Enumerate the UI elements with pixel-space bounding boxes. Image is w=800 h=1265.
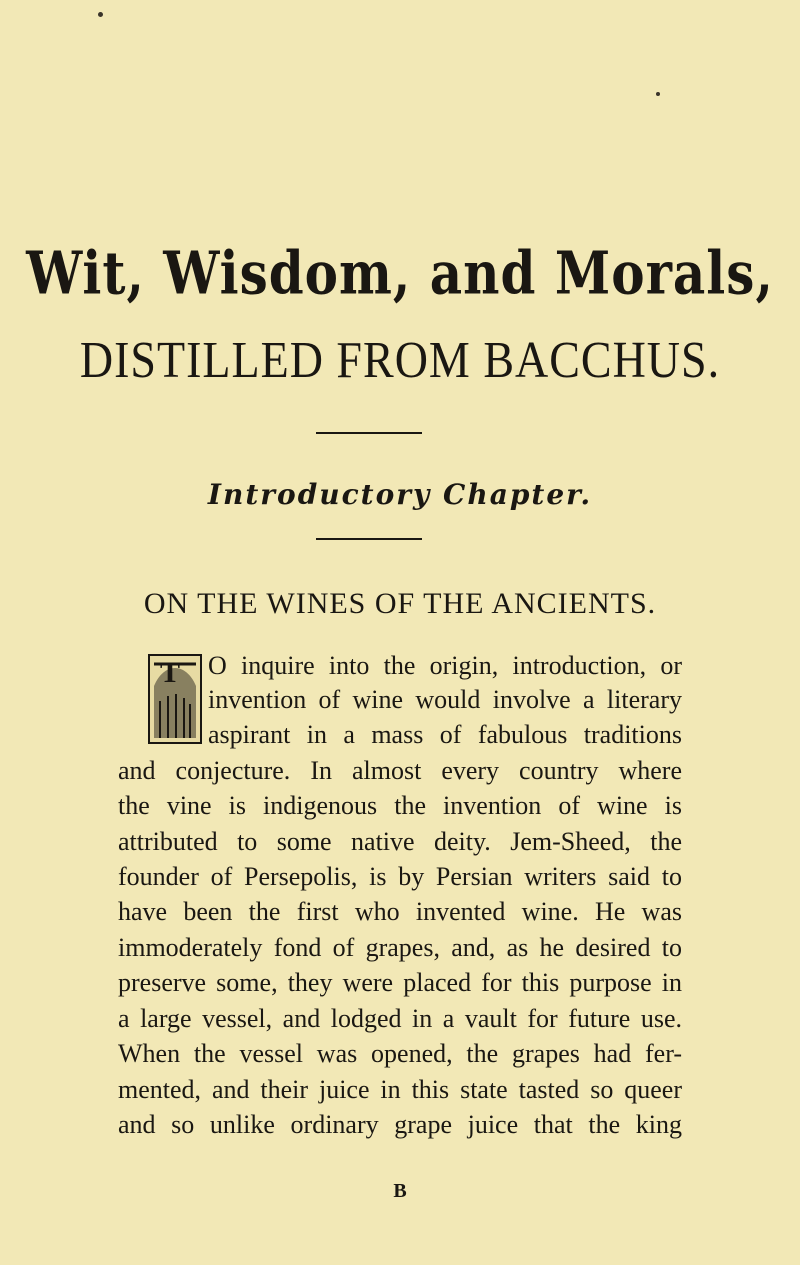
body-line: the vine is indigenous the invention of wine is: [118, 791, 682, 820]
signature-mark: B: [393, 1180, 407, 1202]
dropcap-ornament: [148, 654, 202, 744]
rule-upper: [316, 432, 422, 434]
body-line: have been the first who invented wine. He was: [118, 897, 682, 926]
book-title-caps: DISTILLED FROM BACCHUS.: [79, 331, 721, 389]
body-line: immoderately fond of grapes, and, as he desired to: [118, 933, 682, 962]
body-line: invention of wine would involve a literary: [208, 685, 682, 714]
paper-speck: [656, 92, 660, 96]
body-line: mented, and their juice in this state tasted so queer: [118, 1075, 682, 1104]
body-line: a large vessel, and lodged in a vault for future use.: [118, 1004, 682, 1033]
section-heading: ON THE WINES OF THE ANCIENTS.: [143, 587, 657, 620]
body-line: attributed to some native deity. Jem-Sheed, the: [118, 827, 682, 856]
body-line: and conjecture. In almost every country where: [118, 756, 682, 785]
rule-lower: [316, 538, 422, 540]
body-line: O inquire into the origin, introduction, or: [208, 651, 682, 680]
chapter-title: Introductory Chapter.: [207, 478, 593, 511]
book-title-blackletter: Wit, Wisdom, and Morals,: [26, 238, 774, 308]
body-line: preserve some, they were placed for this purpose in: [118, 968, 682, 997]
paper-speck: [98, 12, 103, 17]
body-line: and so unlike ordinary grape juice that the king: [118, 1110, 682, 1139]
body-line: When the vessel was opened, the grapes had fer-: [118, 1039, 682, 1068]
body-line: founder of Persepolis, is by Persian writers said to: [118, 862, 682, 891]
body-line: aspirant in a mass of fabulous traditions: [208, 720, 682, 749]
dropcap-letter: T: [160, 656, 181, 689]
